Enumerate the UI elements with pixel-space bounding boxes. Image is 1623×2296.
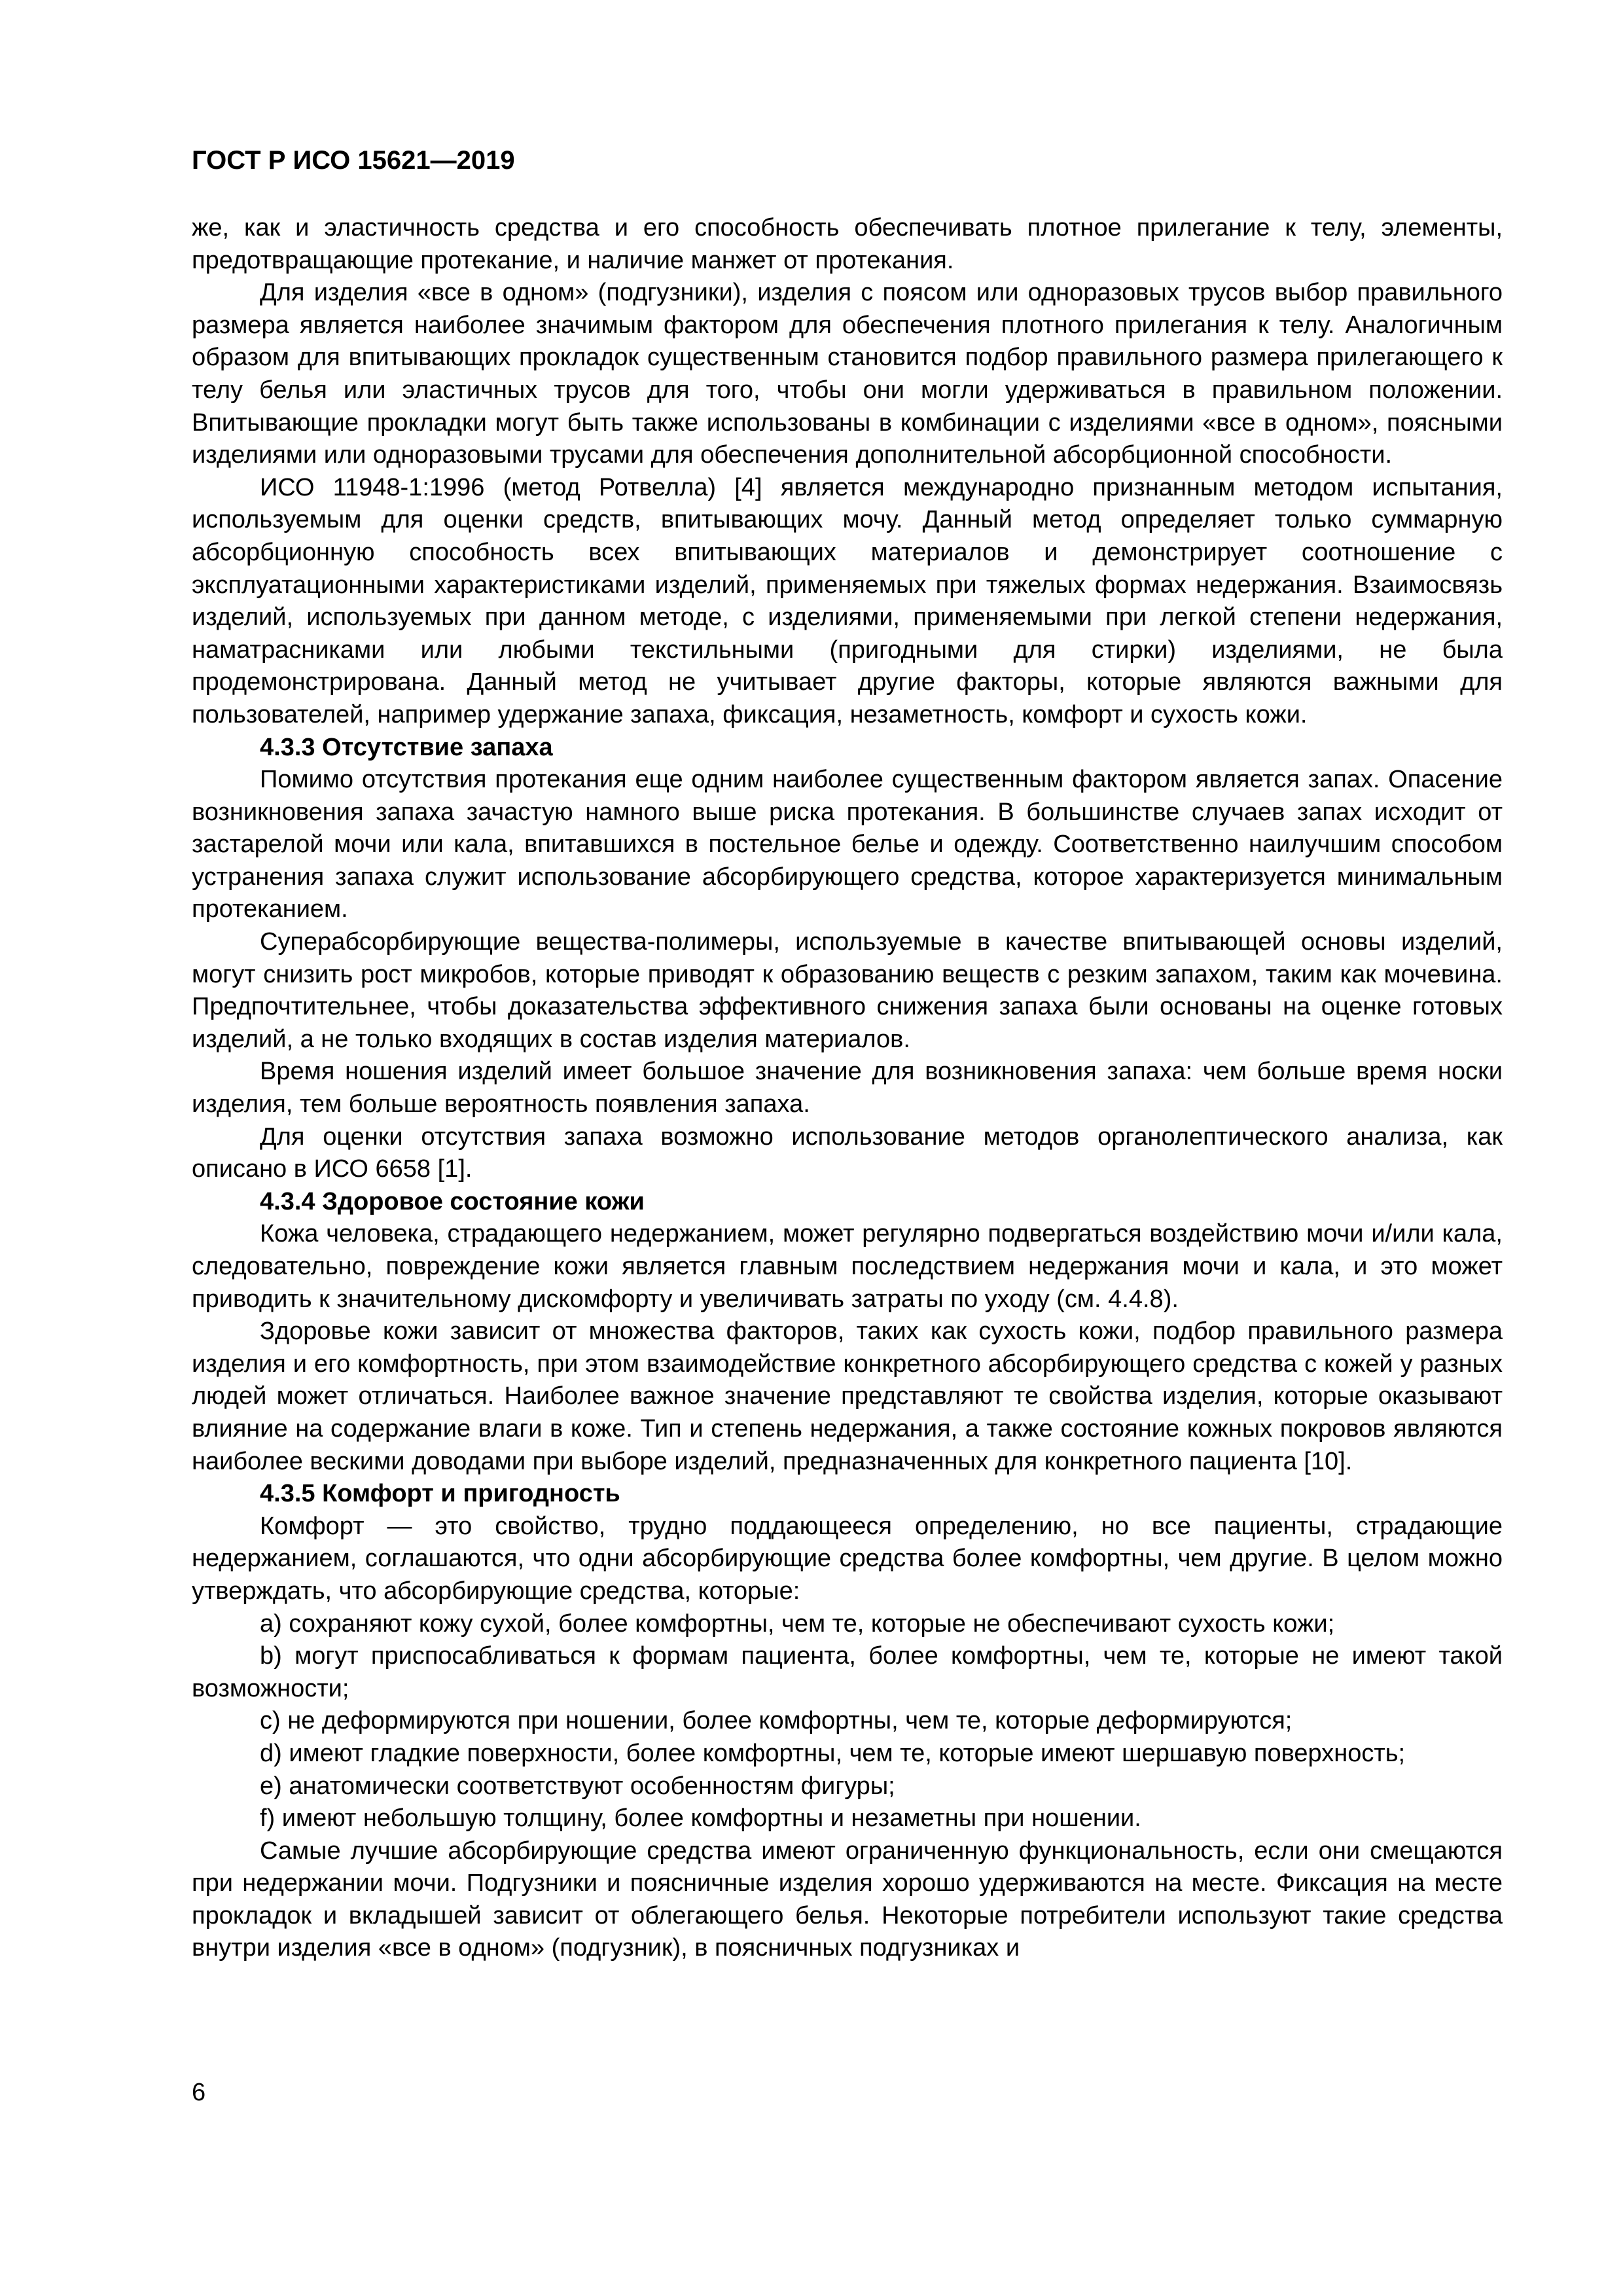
list-item-d: d) имеют гладкие поверхности, более комфортны, чем те, которые имеют шершавую поверхность; (260, 1739, 1406, 1767)
list-item-e: e) анатомически соответствуют особенностям фигуры; (260, 1772, 895, 1800)
paragraph-fixation: Самые лучшие абсорбирующие средства имеют ограниченную функциональность, если они смещаются при недержании мочи. Подгузники и поясничные изделия хорошо удерживаются на месте. Фиксация на месте прокладок и вкладышей зависит от облегающего белья. Некоторые потребители используют такие средства внутри изделия «все в одном» (подгузник), в поясничных подгузниках и (192, 1837, 1503, 1962)
document-page (192, 144, 1503, 1965)
paragraph-superabsorbers: Суперабсорбирующие вещества-полимеры, используемые в качестве впитывающей основы изделий, могут снизить рост микробов, которые приводят к образованию веществ с резким запахом, таким как мочевина. Предпочтительнее, чтобы доказательства эффективного снижения запаха были основаны на оценке готовых изделий, а не только входящих в состав изделия материалов. (192, 928, 1503, 1053)
paragraph-iso-11948: ИСО 11948-1:1996 (метод Ротвелла) [4] является международно признанным методом испытания, используемым для оценки средств, впитывающих мочу. Данный метод определяет только суммарную абсорбционную способность всех впитывающих материалов и демонстрирует соотношение с эксплуатационными характеристиками изделий, применяемых при тяжелых формах недержания. Взаимосвязь изделий, используемых при данном методе, с изделиями, применяемыми при легкой степени недержания, наматрасниками или любыми текстильными (пригодными для стирки) изделиями, не была продемонстрирована. Данный метод не учитывает другие факторы, которые являются важными для пользователей, например удержание запаха, фиксация, незаметность, комфорт и сухость кожи. (192, 473, 1503, 728)
list-item-b: b) могут приспосабливаться к формам пациента, более комфортны, чем те, которые не имеют такой возможности; (192, 1642, 1503, 1702)
paragraph-odor-leakage: Помимо отсутствия протекания еще одним наиболее существенным фактором является запах. Опасение возникновения запаха зачастую намного выше риска протекания. В большинстве случаев запах исходит от застарелой мочи или кала, впитавшихся в постельное белье и одежду. Соответственно наилучшим способом устранения запаха служит использование абсорбирующего средства, которое характеризуется минимальным протеканием. (192, 766, 1503, 924)
document-standard-header: ГОСТ Р ИСО 15621—2019 (192, 146, 515, 175)
section-heading-4-3-5: 4.3.5 Комфорт и пригодность (260, 1480, 620, 1508)
paragraph-size-selection: Для изделия «все в одном» (подгузники), изделия с поясом или одноразовых трусов выбор правильного размера является наиболее значимым фактором для обеспечения плотного прилегания к телу. Аналогичным образом для впитывающих прокладок существенным становится подбор правильного размера прилегающего к телу белья или эластичных трусов для того, чтобы они могли удерживаться в правильном положении. Впитывающие прокладки могут быть также использованы в комбинации с изделиями «все в одном», поясными изделиями или одноразовыми трусами для обеспечения дополнительной абсорбционной способности. (192, 279, 1503, 469)
paragraph-skin-damage: Кожа человека, страдающего недержанием, может регулярно подвергаться воздействию мочи и/или кала, следовательно, повреждение кожи является главным последствием недержания мочи и кала, и это может приводить к значительному дискомфорту и увеличивать затраты по уходу (см. 4.4.8). (192, 1220, 1503, 1313)
page-number: 6 (192, 2079, 206, 2106)
paragraph-skin-health-factors: Здоровье кожи зависит от множества факторов, таких как сухость кожи, подбор правильного размера изделия и его комфортность, при этом взаимодействие конкретного абсорбирующего средства с кожей у разных людей может отличаться. Наиболее важное значение представляют те свойства изделия, которые оказывают влияние на содержание влаги в коже. Тип и степень недержания, а также состояние кожных покровов являются наиболее вескими доводами при выборе изделий, предназначенных для конкретного пациента [10]. (192, 1318, 1503, 1475)
section-heading-4-3-4: 4.3.4 Здоровое состояние кожи (260, 1187, 645, 1215)
paragraph-continuation: же, как и эластичность средства и его способность обеспечивать плотное прилегание к телу, элементы, предотвращающие протекание, и наличие манжет от протекания. (192, 214, 1503, 274)
list-item-f: f) имеют небольшую толщину, более комфортны и незаметны при ношении. (260, 1804, 1141, 1833)
document-body (192, 212, 1503, 1965)
paragraph-sensory-analysis: Для оценки отсутствия запаха возможно использование методов органолептического анализа, как описано в ИСО 6658 [1]. (192, 1122, 1503, 1183)
paragraph-comfort-intro: Комфорт — это свойство, трудно поддающееся определению, но все пациенты, страдающие недержанием, соглашаются, что одни абсорбирующие средства более комфортны, чем другие. В целом можно утверждать, что абсорбирующие средства, которые: (192, 1512, 1503, 1605)
list-item-c: c) не деформируются при ношении, более комфортны, чем те, которые деформируются; (260, 1707, 1293, 1735)
paragraph-wear-time: Время ношения изделий имеет большое значение для возникновения запаха: чем больше время носки изделия, тем больше вероятность появления запаха. (192, 1058, 1503, 1119)
list-item-a: a) сохраняют кожу сухой, более комфортны, чем те, которые не обеспечивают сухость кожи; (260, 1609, 1335, 1638)
section-heading-4-3-3: 4.3.3 Отсутствие запаха (260, 733, 553, 761)
